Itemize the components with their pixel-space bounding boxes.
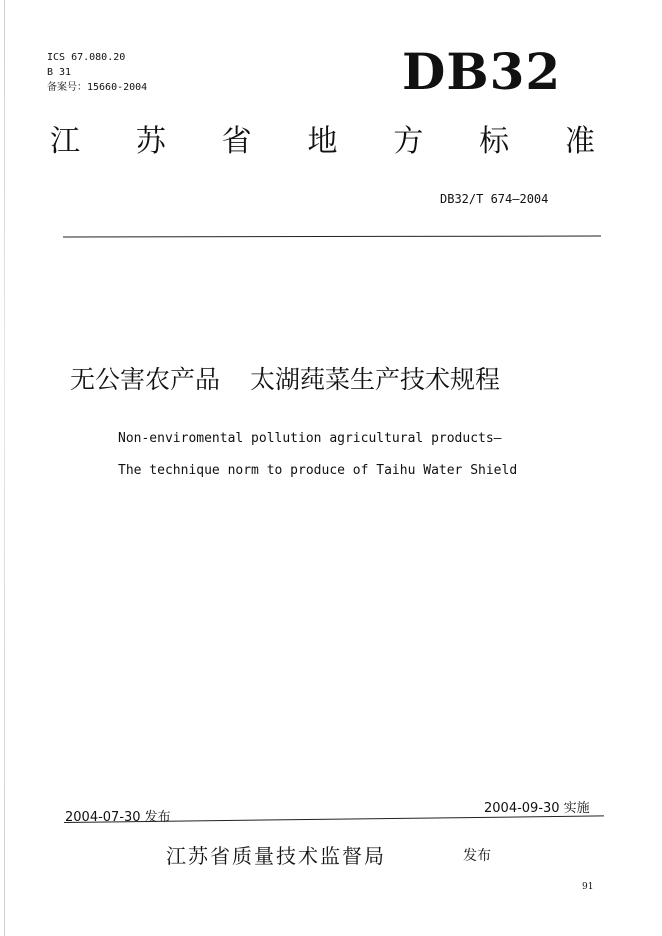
english-title-line1: Non-enviromental pollution agricultural products— [118, 431, 502, 446]
page-number: 91 [582, 882, 594, 892]
chinese-title-part1: 无公害农产品 [70, 365, 221, 394]
english-title-line2: The technique norm to produce of Taihu Water Shield [118, 463, 518, 478]
db32-logo: DB32 [402, 42, 562, 101]
standard-type-char: 准 [564, 124, 595, 159]
standard-type-char: 方 [393, 124, 424, 159]
standard-type-char: 江 [50, 124, 80, 159]
classification-block [47, 50, 147, 95]
scan-edge [4, 0, 5, 936]
standard-type-char: 标 [479, 124, 510, 159]
issuing-authority: 江苏省质量技术监督局 [166, 844, 386, 868]
chinese-title-part2: 太湖莼菜生产技术规程 [250, 365, 501, 394]
standard-type-char: 省 [221, 124, 252, 159]
top-divider [63, 236, 601, 238]
standard-type-char: 苏 [135, 124, 166, 159]
ics-code: ICS 67.080.20 [47, 52, 126, 63]
issuing-authority-suffix: 发布 [463, 848, 491, 864]
standard-type-heading [50, 122, 595, 162]
chinese-title [70, 362, 500, 398]
implement-date: 2004-09-30 实施 [484, 801, 590, 816]
publish-date: 2004-07-30 发布 [65, 810, 171, 825]
standard-type-char: 地 [307, 124, 338, 159]
record-number: 备案号：15660-2004 [47, 82, 148, 93]
ccs-code: B 31 [47, 67, 72, 78]
standard-number: DB32/T 674—2004 [440, 192, 549, 206]
